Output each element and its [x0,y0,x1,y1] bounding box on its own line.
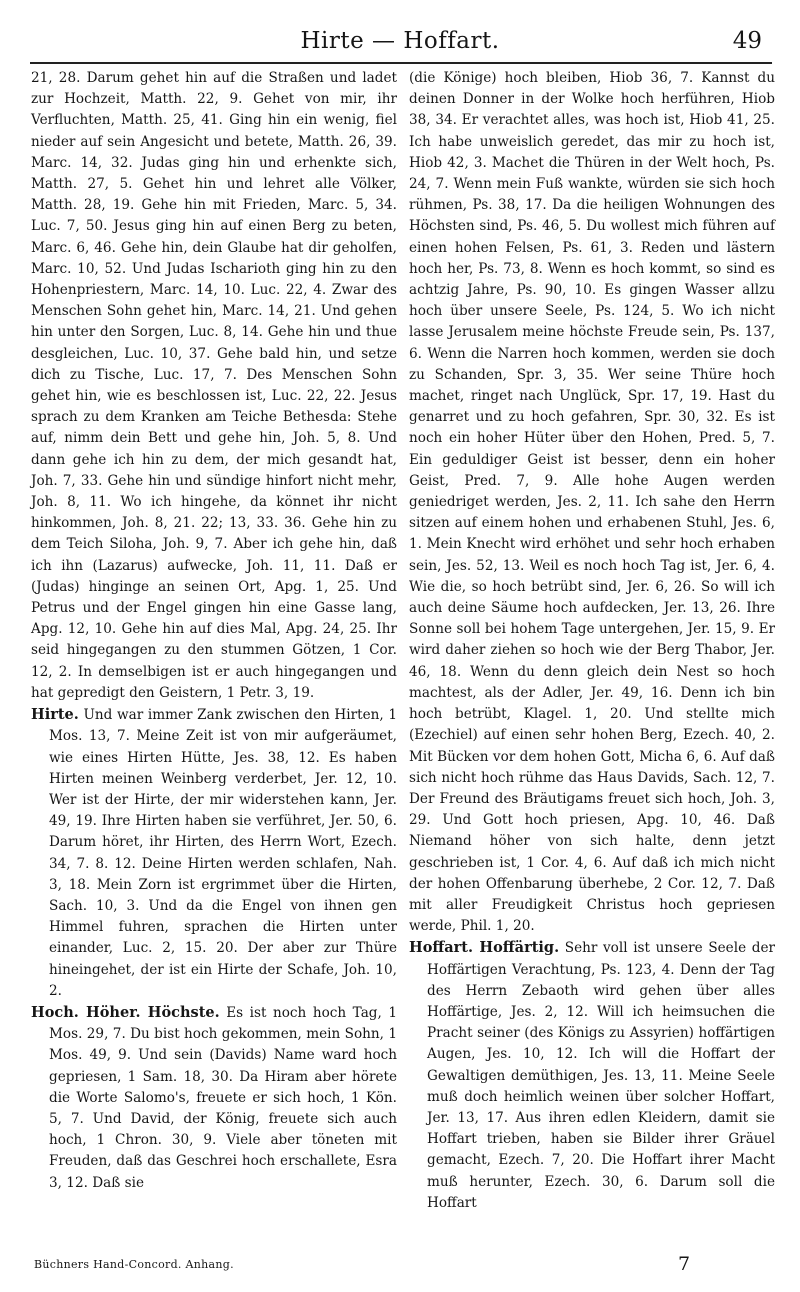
page-number: 49 [732,28,762,54]
signature-line: Büchners Hand-Concord. Anhang. [34,1258,234,1271]
entry-text-hirte: Und war immer Zank zwischen den Hirten, 1 Mos. 13, 7. Meine Zeit ist von mir aufgeräumet, wie eines Hirten Hütte, Jes. 38, 12. Es haben Hirten meinen Weinberg verderbet, Jer. 12, 10. Wer ist der Hirte, der mir widerstehen kann, Jer. 49, 19. Ihre Hirten haben sie verführet, Jer. 50, 6. Darum höret, ihr Hirten, des Herrn Wort, Ezech. 34, 7. 8. 12. Deine Hirten werden schlafen, Nah. 3, 18. Mein Zorn ist ergrimmet über die Hirten, Sach. 10, 3. Und da die Engel von ihnen gen Himmel fuhren, sprachen die Hirten unter einander, Luc. 2, 15. 20. Der aber zur Thüre hineingehet, der ist ein Hirte der Schafe, Joh. 10, 2. [49,707,397,999]
entry-hoffart [409,937,775,1214]
entry-text-hoch: Es ist noch hoch Tag, 1 Mos. 29, 7. Du bist hoch gekommen, mein Sohn, 1 Mos. 49, 9. Und sein (Davids) Name ward hoch gepriesen, 1 Sam. 18, 30. Da Hiram aber hörete die Worte Salomo's, freuete er sich hoch, 1 Kön. 5, 7. Und David, der König, freuete sich auch hoch, 1 Chron. 30, 9. Viele aber töneten mit Freuden, daß das Geschrei hoch erschallete, Esra 3, 12. Daß sie [49,1004,398,1191]
paragraph-gehen-continued: 21, 28. Darum gehet hin auf die Straßen und ladet zur Hochzeit, Matth. 22, 9. Gehet von mir, ihr Verfluchten, Matth. 25, 41. Ging hin ein wenig, fiel nieder auf sein Angesicht und betete, Matth. 26, 39. Marc. 14, 32. Judas ging hin und erhenkte sich, Matth. 27, 5. Gehet hin und lehret alle Völker, Matth. 28, 19. Gehe hin mit Frieden, Marc. 5, 34. Luc. 7, 50. Jesus ging hin auf einen Berg zu beten, Marc. 6, 46. Gehe hin, dein Glaube hat dir geholfen, Marc. 10, 52. Und Judas Ischarioth ging hin zu den Hohenpriestern, Marc. 14, 10. Luc. 22, 4. Zwar des Menschen Sohn gehet hin, Marc. 14, 21. Und gehen hin unter den Sorgen, Luc. 8, 14. Gehe hin und thue desgleichen, Luc. 10, 37. Gehe bald hin, und setze dich zu Tische, Luc. 17, 7. Des Menschen Sohn gehet hin, wie es beschlossen ist, Luc. 22, 22. Jesus sprach zu dem Kranken am Teiche Bethesda: Stehe auf, nimm dein Bett und gehe hin, Joh. 5, 8. Und dann gehe ich hin zu dem, der mich gesandt hat, Joh. 7, 33. Gehe hin und sündige hinfort nicht mehr, Joh. 8, 11. Wo ich hingehe, da könnet ihr nicht hinkommen, Joh. 8, 21. 22; 13, 33. 36. Gehe hin zu dem Teich Siloha, Joh. 9, 7. Aber ich gehe hin, daß ich ihn (Lazarus) aufwecke, Joh. 11, 11. Daß er (Judas) hinginge an seinen Ort, Apg. 1, 25. Und Petrus und der Engel gingen hin eine Gasse lang, Apg. 12, 10. Gehe hin auf dies Mal, Apg. 24, 25. Ihr seid hingegangen zu den stummen Götzen, 1 Cor. 12, 2. In demselbigen ist er auch hingegangen und hat gepredigt den Geistern, 1 Petr. 3, 19. [31,70,397,701]
entry-hoch [31,1002,397,1194]
entry-hirte [31,704,397,1002]
right-column [409,68,775,1214]
entry-text-hoffart: Sehr voll ist unsere Seele der Hoffärtigen Verachtung, Ps. 123, 4. Denn der Tag des Herrn Zebaoth wird gehen über alles Hoffärtige, Jes. 2, 12. Will ich heimsuchen die Pracht seiner (des Königs zu Assyrien) hoffärtigen Augen, Jes. 10, 12. Ich will die Hoffart der Gewaltigen demüthigen, Jes. 13, 11. Meine Seele muß doch heimlich weinen über solcher Hoffart, Jer. 13, 17. Aus ihren edlen Kleidern, damit sie Hoffart trieben, haben sie Bilder ihrer Gräuel gemacht, Ezech. 7, 20. Die Hoffart ihrer Macht muß herunter, Ezech. 30, 6. Darum soll die Hoffart [427,940,775,1211]
entry-head-hoch: Hoch. Höher. Höchste. [31,1003,220,1021]
header-rule [30,62,772,64]
paragraph-hoch-continued: (die Könige) hoch bleiben, Hiob 36, 7. Kannst du deinen Donner in der Wolke hoch herführen, Hiob 38, 34. Er verachtet alles, was hoch ist, Hiob 41, 25. Ich habe unweislich geredet, das mir zu hoch ist, Hiob 42, 3. Machet die Thüren in der Welt hoch, Ps. 24, 7. Wenn mein Fuß wankte, würden sie sich hoch rühmen, Ps. 38, 17. Da die heiligen Wohnungen des Höchsten sind, Ps. 46, 5. Du wollest mich führen auf einen hohen Felsen, Ps. 61, 3. Reden und lästern hoch her, Ps. 73, 8. Wenn es hoch kommt, so sind es achtzig Jahre, Ps. 90, 10. Es gingen Wasser allzu hoch über unsere Seele, Ps. 124, 5. Wo ich nicht lasse Jerusalem meine höchste Freude sein, Ps. 137, 6. Wenn die Narren hoch kommen, werden sie doch zu Schanden, Spr. 3, 35. Wer seine Thüre hoch machet, ringet nach Unglück, Spr. 17, 19. Hast du genarret und zu hoch gefahren, Spr. 30, 32. Es ist noch ein hoher Hüter über den Hohen, Pred. 5, 7. Ein geduldiger Geist ist besser, denn ein hoher Geist, Pred. 7, 9. Alle hohe Augen werden geniedriget werden, Jes. 2, 11. Ich sahe den Herrn sitzen auf einem hohen und erhabenen Stuhl, Jes. 6, 1. Mein Knecht wird erhöhet und sehr hoch erhaben sein, Jes. 52, 13. Weil es noch hoch Tag ist, Jer. 6, 4. Wie die, so hoch betrübt sind, Jer. 6, 26. So will ich auch deine Säume hoch aufdecken, Jer. 13, 26. Ihre Sonne soll bei hohem Tage untergehen, Jer. 15, 9. Er wird daher ziehen so hoch wie der Berg Thabor, Jer. 46, 18. Wenn du denn gleich dein Nest so hoch machtest, als der Adler, Jer. 49, 16. Denn ich bin hoch betrübt, Klagel. 1, 20. Und stellte mich (Ezechiel) auf einen sehr hohen Berg, Ezech. 40, 2. Mit Bücken vor dem hohen Gott, Micha 6, 6. Auf daß sich nicht hoch rühme das Haus Davids, Sach. 12, 7. Der Freund des Bräutigams freuet sich hoch, Joh. 3, 29. Und Gott hoch priesen, Apg. 10, 46. Daß Niemand höher von sich halte, denn jetzt geschrieben ist, 1 Cor. 4, 6. Auf daß ich mich nicht der hohen Offenbarung überhebe, 2 Cor. 12, 7. Daß mit aller Freudigkeit Christus hoch gepriesen werde, Phil. 1, 20. [409,70,775,935]
left-column [31,68,397,1194]
running-head: Hirte — Hoffart. [300,28,500,54]
page-header [0,22,800,62]
entry-head-hirte: Hirte. [31,706,79,724]
entry-head-hoffart: Hoffart. Hoffärtig. [409,939,560,957]
signature-mark: 7 [678,1253,691,1275]
